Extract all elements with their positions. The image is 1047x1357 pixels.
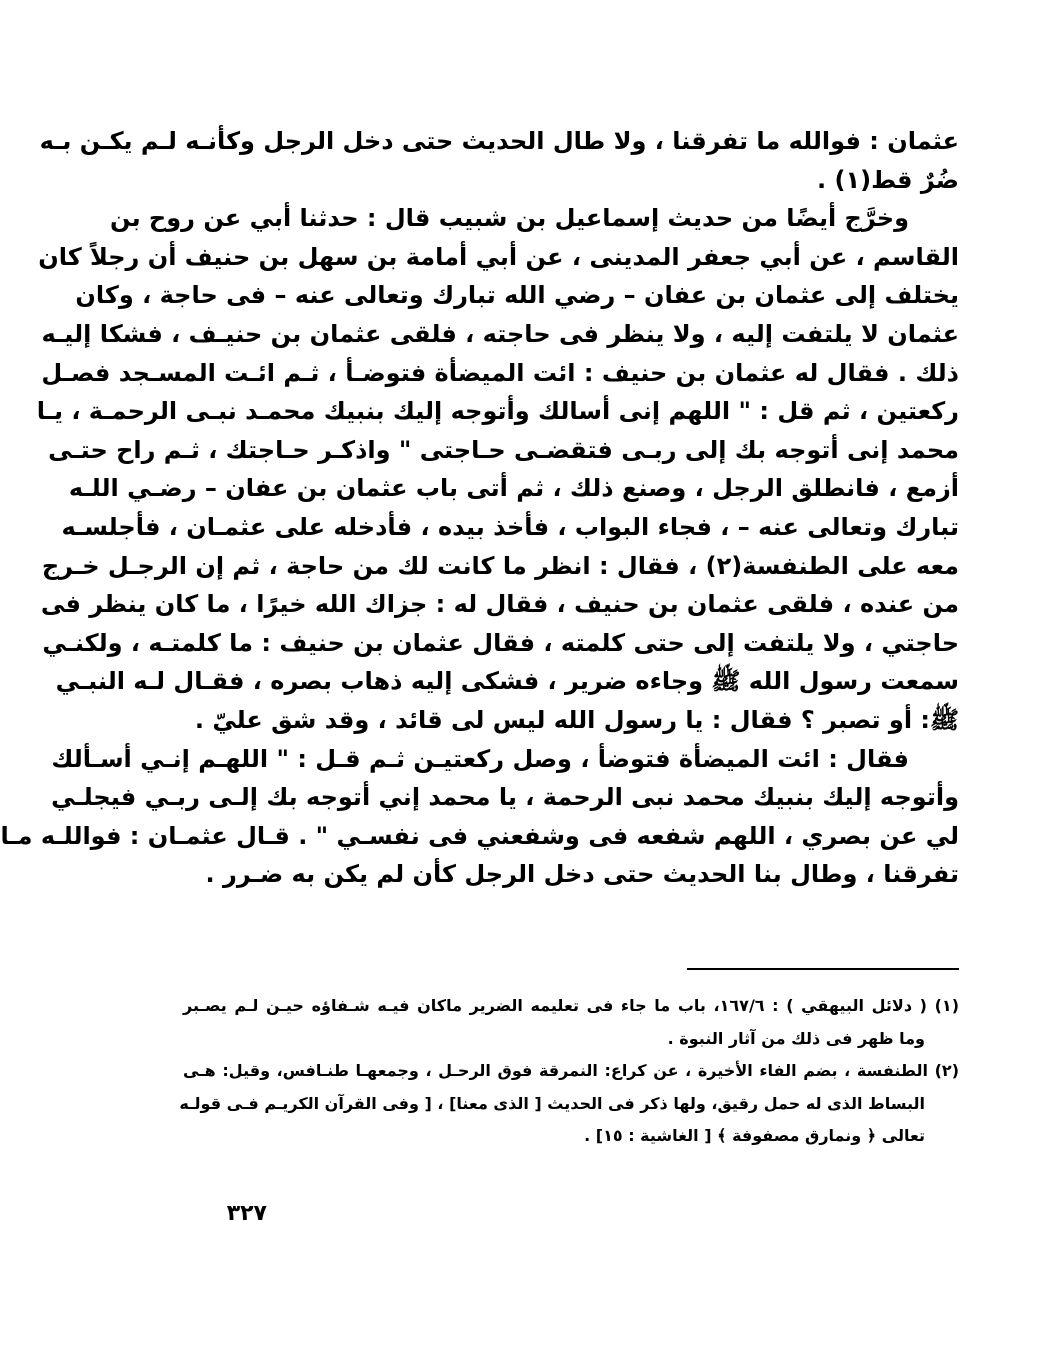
text-line: محمد إنى أتوجه بك إلى ربـى فتقضـى حـاجتى " واذكـر حـاجتك ، ثـم راح حتـى (48, 435, 959, 464)
text-line: ذلك . فقال له عثمان بن حنيف : ائت الميضأة فتوضـأ ، ثـم ائـت المسـجد فصـل (41, 358, 959, 387)
text-line: عثمان لا يلتفت إليه ، ولا ينظر فى حاجته ، فلقى عثمان بن حنيـف ، فشكا إليـه (41, 319, 959, 348)
text-line: تفرقنا ، وطال بنا الحديث حتى دخل الرجل كأن لم يكن به ضـرر . (205, 860, 959, 889)
text-line: سمعت رسول الله ﷺ وجاءه ضرير ، فشكى إليه ذهاب بصره ، فقـال لـه النبـي (55, 667, 959, 696)
text-line: ﷺ: أو تصبر ؟ فقال : يا رسول الله ليس لى قائد ، وقد شق عليّ . (194, 705, 959, 734)
text-line: معه على الطنفسة(٢) ، فقال : انظر ما كانت لك من حاجة ، ثم إن الرجـل خـرج (41, 551, 959, 580)
footnote-line: (٢) الطنفسة ، بضم الفاء الأخيرة ، عن كراع: النمرقة فوق الرحـل ، وجمعهـا طنـافس، وقيل: هـى (183, 1061, 959, 1080)
footnote-line: البساط الذى له حمل رقيق، ولها ذكر فى الحديث [ الذى معنا] ، [ وفى القرآن الكريـم فـى قولـه (179, 1093, 925, 1113)
main-text-body (0, 122, 959, 894)
footnote-divider (687, 968, 959, 970)
text-line: حاجتي ، ولا يلتفت إلى حتى كلمته ، فقال عثمان بن حنيف : ما كلمتـه ، ولكنـي (42, 628, 959, 657)
footnote-line: تعالى ﴿ ونمارق مصفوفة ﴾ [ الغاشية : ١٥] . (584, 1126, 925, 1145)
text-line: القاسم ، عن أبي جعفر المدينى ، عن أبي أمامة بن سهل بن حنيف أن رجلاً كان (38, 242, 959, 271)
text-line: وخرَّج أيضًا من حديث إسماعيل بن شبيب قال : حدثنا أبي عن روح بن (109, 204, 909, 233)
text-line: تبارك وتعالى عنه – ، فجاء البواب ، فأخذ بيده ، فأدخله على عثمـان ، فأجلسـه (61, 512, 959, 541)
footnotes-section (179, 990, 959, 1153)
text-line: أزمع ، فانطلق الرجل ، وصنع ذلك ، ثم أتى باب عثمان بن عفان – رضـي اللـه (68, 474, 959, 503)
text-line: لي عن بصري ، اللهم شفعه فى وشفعني فى نفسـي " . قـال عثمـان : فواللـه مـا (0, 821, 959, 850)
text-line: ضُرٌ قط(١) . (817, 165, 959, 194)
text-line: وأتوجه إليك بنبيك محمد نبى الرحمة ، يا محمد إني أتوجه بك إلـى ربـي فيجلـي (51, 783, 959, 812)
text-line: من عنده ، فلقى عثمان بن حنيف ، فقال له : جزاك الله خيرًا ، ما كان ينظر فى (40, 590, 959, 619)
page-number: ٣٢٧ (226, 1201, 267, 1226)
footnote-line: (١) ( دلائل البيهقي ) : ١٦٧/٦، باب ما جاء فى تعليمه الضرير ماكان فيـه شـفاؤه حيـن لـم يصـبر (183, 996, 959, 1015)
text-line: فقال : ائت الميضأة فتوضأ ، وصل ركعتيـن ثـم قـل : " اللهـم إنـي أسـألك (51, 744, 909, 773)
footnote-line: وما ظهر فى ذلك من آثار النبوة . (667, 1028, 925, 1048)
text-line: عثمان : فوالله ما تفرقنا ، ولا طال الحديث حتى دخل الرجل وكأنـه لـم يكـن بـه (39, 127, 959, 155)
text-line: ركعتين ، ثم قل : " اللهم إنى أسالك وأتوجه إليك بنبيك محمـد نبـى الرحمـة ، يـا (36, 397, 959, 426)
text-line: يختلف إلى عثمان بن عفان – رضي الله تبارك وتعالى عنه – فى حاجة ، وكان (75, 281, 959, 310)
